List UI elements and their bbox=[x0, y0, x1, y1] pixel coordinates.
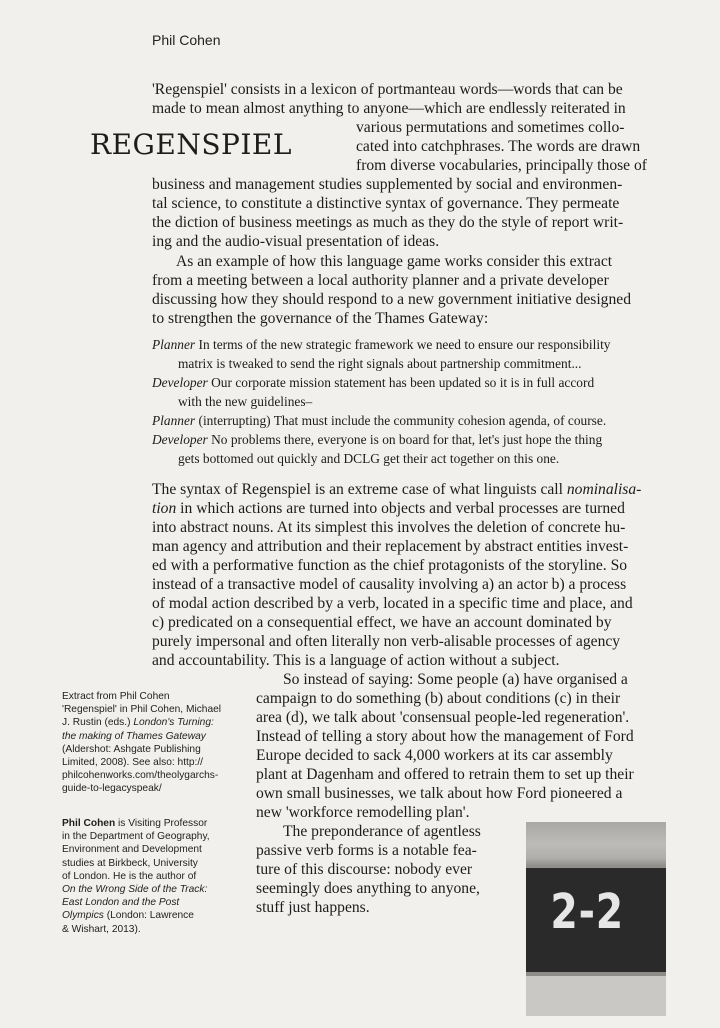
sidenote-text: is Visiting Professor bbox=[115, 818, 208, 829]
sidenote-line bbox=[62, 817, 210, 830]
text-line: tal science, to constitute a distinctive syntax of governance. They permeate bbox=[152, 195, 620, 212]
running-header-author: Phil Cohen bbox=[152, 32, 221, 48]
sidenote-line: & Wishart, 2013). bbox=[62, 923, 141, 935]
sidenote-book-title: the making of Thames Gateway bbox=[62, 730, 206, 742]
scoreboard-photo bbox=[526, 822, 666, 1016]
sidenote-line bbox=[62, 716, 221, 729]
article-title: REGENSPIEL bbox=[90, 128, 292, 161]
sidenote-line bbox=[62, 909, 210, 922]
dialogue-text: (interrupting) That must include the community cohesion agenda, of course. bbox=[198, 413, 607, 428]
speaker-label: Developer bbox=[152, 432, 208, 447]
dialogue-line bbox=[152, 413, 606, 429]
text-run: The syntax of Regenspiel is an extreme case of what linguists call bbox=[152, 481, 563, 498]
dialogue-continuation: gets bottomed out quickly and DCLG get their act together on this one. bbox=[178, 451, 560, 466]
text-line: ing and the audio-visual presentation of ideas. bbox=[152, 233, 440, 250]
text-line: passive verb forms is a notable fea- bbox=[256, 842, 477, 859]
text-line: made to mean almost anything to anyone—which are endlessly reiterated in bbox=[152, 100, 626, 117]
text-line: to strengthen the governance of the Thames Gateway: bbox=[152, 310, 489, 327]
text-line: ture of this discourse: nobody ever bbox=[256, 861, 473, 878]
text-line: c) predicated on a consequential effect, we have an account dominated by bbox=[152, 614, 612, 631]
speaker-label: Developer bbox=[152, 375, 208, 390]
text-line: seemingly does anything to anyone, bbox=[256, 880, 480, 897]
text-line: area (d), we talk about 'consensual people-led regeneration'. bbox=[256, 709, 630, 726]
text-line bbox=[152, 499, 625, 518]
text-run: in which actions are turned into objects and verbal processes are turned bbox=[180, 500, 625, 517]
sidenote-line: Environment and Development bbox=[62, 844, 202, 856]
text-line: and accountability. This is a language of action without a subject. bbox=[152, 652, 560, 669]
sidenote-line: in the Department of Geography, bbox=[62, 831, 210, 843]
text-line: 'Regenspiel' consists in a lexicon of portmanteau words—words that can be bbox=[152, 81, 623, 98]
sidenote-line: 'Regenspiel' in Phil Cohen, Michael bbox=[62, 704, 222, 716]
sidenote-book-title: Olympics bbox=[62, 910, 104, 922]
dialogue-continuation: matrix is tweaked to send the right signals about partnership commitment... bbox=[178, 356, 582, 371]
text-line: from diverse vocabularies, principally those of bbox=[356, 157, 647, 174]
text-line: So instead of saying: Some people (a) have organised a bbox=[283, 671, 628, 688]
sidenote-text: J. Rustin (eds.) bbox=[62, 717, 134, 729]
text-line: The preponderance of agentless bbox=[283, 823, 481, 840]
text-line: campaign to do something (b) about conditions (c) in their bbox=[256, 690, 621, 707]
text-line: Instead of telling a story about how the management of Ford bbox=[256, 728, 634, 745]
text-line: of modal action described by a verb, located in a specific time and place, and bbox=[152, 595, 633, 612]
text-line: instead of a transactive model of causality involving a) an actor b) a process bbox=[152, 576, 627, 593]
sidenote-line bbox=[62, 883, 210, 896]
sidenote-line: philcohenworks.com/theolygarchs- bbox=[62, 770, 219, 782]
text-line: business and management studies supplemented by social and environmen- bbox=[152, 176, 623, 193]
dialogue-line bbox=[152, 375, 594, 391]
speaker-label: Planner bbox=[152, 337, 196, 352]
sidenote-book-title: London's Turning: bbox=[133, 717, 214, 729]
dialogue-continuation: with the new guidelines– bbox=[178, 394, 313, 409]
sidenote-line: of London. He is the author of bbox=[62, 870, 197, 882]
text-line: stuff just happens. bbox=[256, 899, 370, 916]
sidenote-line bbox=[62, 896, 210, 909]
author-bio-sidenote bbox=[62, 817, 210, 936]
text-line: into abstract nouns. At its simplest this involves the deletion of concrete hu- bbox=[152, 519, 626, 536]
sidenote-line bbox=[62, 730, 221, 743]
text-line: ed with a performative function as the chief protagonists of the storyline. So bbox=[152, 557, 628, 574]
sidenote-text: (London: Lawrence bbox=[103, 910, 194, 922]
photo-lower-area bbox=[526, 976, 666, 1016]
text-line: man agency and attribution and their replacement by abstract entities invest- bbox=[152, 538, 629, 555]
text-line: from a meeting between a local authority planner and a private developer bbox=[152, 272, 609, 289]
dialogue-text: In terms of the new strategic framework we need to ensure our responsibility bbox=[198, 337, 611, 352]
text-line: plant at Dagenham and offered to retrain them to set up their bbox=[256, 766, 634, 783]
sidenote-line: Extract from Phil Cohen bbox=[62, 691, 170, 702]
sidenote-book-title: East London and the Post bbox=[62, 897, 180, 909]
sidenote-line: Limited, 2008). See also: http:// bbox=[62, 757, 204, 769]
sidenote-line: (Aldershot: Ashgate Publishing bbox=[62, 743, 201, 755]
text-line: discussing how they should respond to a new government initiative designed bbox=[152, 291, 631, 308]
dialogue-text: No problems there, everyone is on board for that, let's just hope the thing bbox=[211, 432, 603, 447]
text-line bbox=[152, 480, 641, 499]
dialogue-line bbox=[152, 337, 611, 353]
text-line: Europe decided to sack 4,000 workers at its car assembly bbox=[256, 747, 613, 764]
bio-author-name: Phil Cohen bbox=[62, 818, 116, 829]
dialogue-text: Our corporate mission statement has been updated so it is in full accord bbox=[211, 375, 595, 390]
text-line: various permutations and sometimes collo- bbox=[356, 119, 625, 136]
text-line: the diction of business meetings as much as they do the style of report writ- bbox=[152, 214, 624, 231]
sidenote-book-title: On the Wrong Side of the Track: bbox=[62, 884, 208, 896]
sidenote-line: studies at Birkbeck, University bbox=[62, 857, 198, 869]
dialogue-line bbox=[152, 432, 602, 448]
text-line: As an example of how this language game works consider this extract bbox=[176, 253, 613, 270]
text-line: purely impersonal and often literally non verb-alisable processes of agency bbox=[152, 633, 621, 650]
text-line: own small businesses, we talk about how Ford pioneered a bbox=[256, 785, 623, 802]
photo-score-text: 2-2 bbox=[550, 884, 624, 940]
text-line: cated into catchphrases. The words are drawn bbox=[356, 138, 641, 155]
speaker-label: Planner bbox=[152, 413, 196, 428]
emphasis-term: nominalisa- bbox=[566, 481, 642, 498]
source-sidenote bbox=[62, 690, 221, 796]
text-line: new 'workforce remodelling plan'. bbox=[256, 804, 470, 821]
emphasis-term: tion bbox=[152, 500, 177, 517]
sidenote-line: guide-to-legacyspeak/ bbox=[62, 783, 162, 795]
